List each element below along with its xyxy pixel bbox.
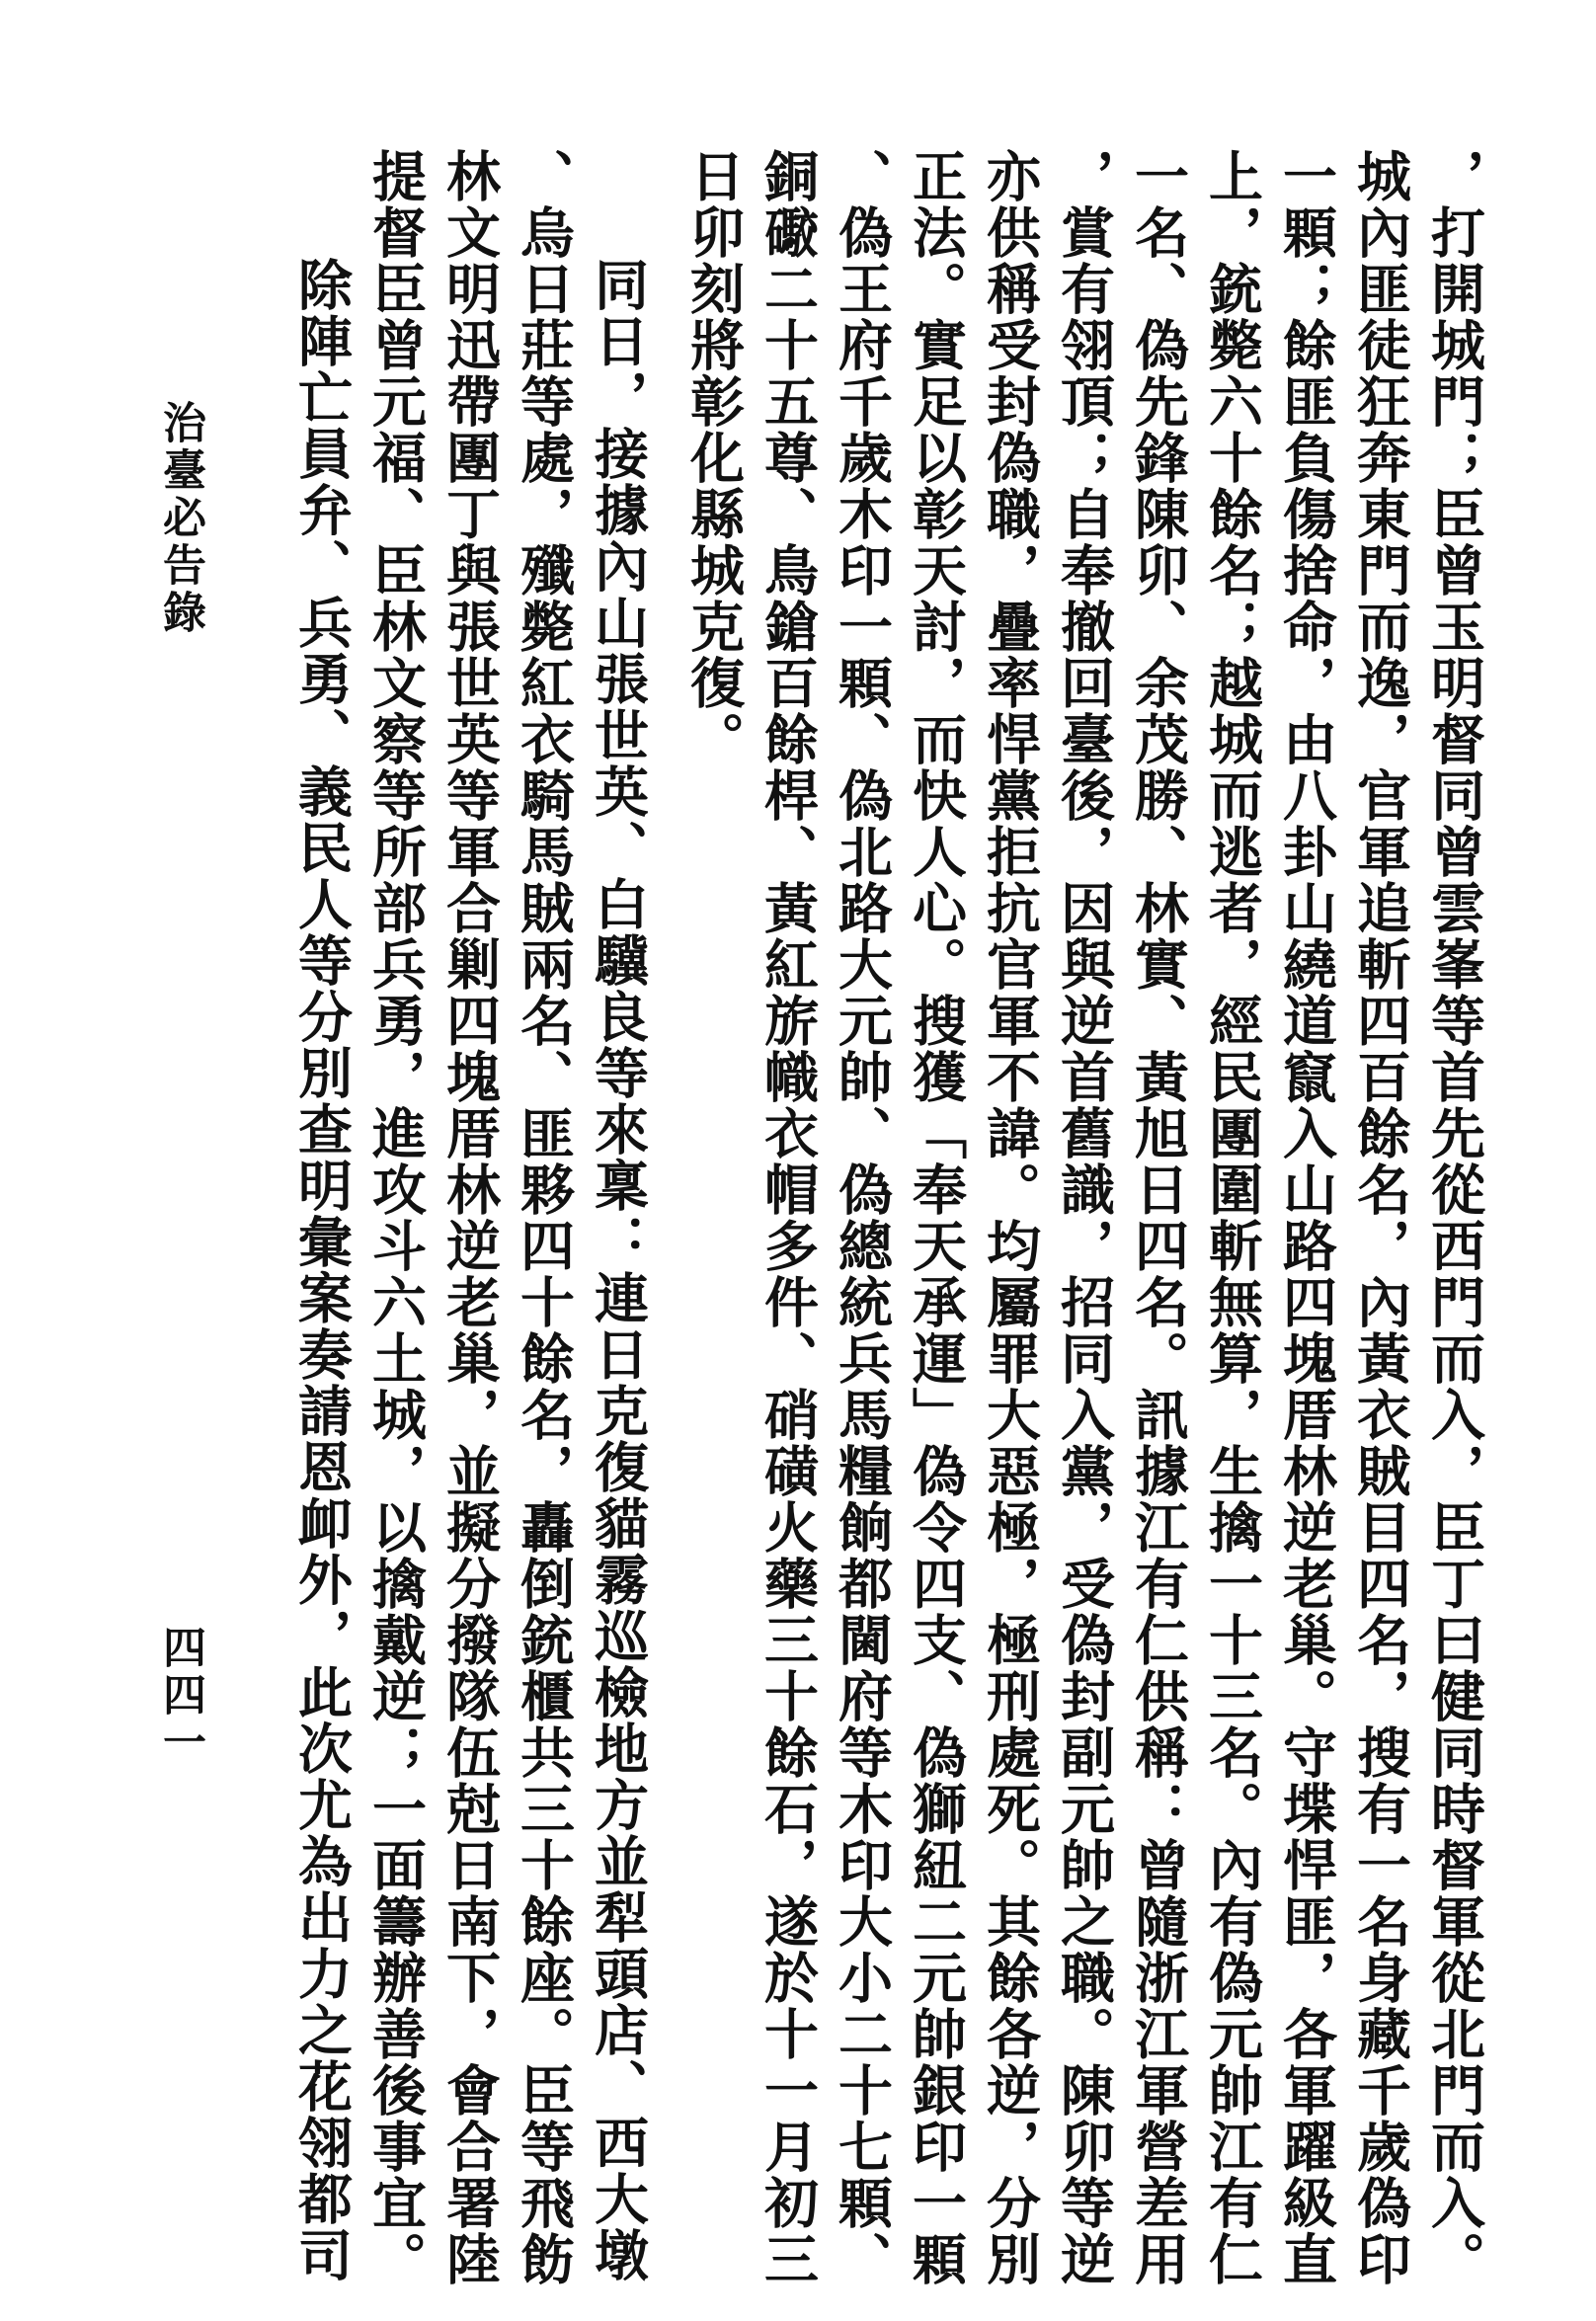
text-column: 、烏日莊等處，殲斃紅衣騎馬賊兩名、匪夥四十餘名，轟倒銃櫃共三十餘座。臣等飛飭 — [512, 148, 576, 2287]
text-column: 上，銃斃六十餘名；越城而逃者，經民團圍斬無算，生擒一十三名。內有偽元帥江有仁 — [1200, 148, 1264, 2287]
text-column: ，打開城門；臣曾玉明督同曾雲峯等首先從西門而入，臣丁曰健同時督軍從北門而入。 — [1422, 148, 1486, 2287]
text-column: 銅礮二十五尊、鳥鎗百餘桿、黃紅旂幟衣帽多件、硝磺火藥三十餘石，遂於十一月初三 — [756, 148, 820, 2287]
text-column: 亦供稱受封偽職，疊率悍黨拒抗官軍不諱。均屬罪大惡極，極刑處死。其餘各逆，分別 — [978, 148, 1042, 2287]
text-column: 一名、偽先鋒陳卯、余茂勝、林實、黃旭日四名。訊據江有仁供稱：曾隨浙江軍營差用 — [1126, 148, 1190, 2287]
text-column: 、偽王府千歲木印一顆、偽北路大元帥、偽總統兵馬糧餉都閫府等木印大小二十七顆、 — [830, 148, 894, 2287]
text-column: 正法。實足以彰天討，而快人心。搜獲「奉天承運」偽令四支、偽獅紐二元帥銀印一顆 — [904, 148, 968, 2287]
text-column: 一顆；餘匪負傷捨命，由八卦山繞道竄入山路四塊厝林逆老巢。守堞悍匪，各軍躍級直 — [1274, 148, 1338, 2287]
vertical-body-text — [227, 148, 1491, 2287]
text-column: 林文明迅帶團丁與張世英等軍合剿四塊厝林逆老巢，並擬分撥隊伍尅日南下，會合署陸 — [438, 148, 502, 2287]
text-column: ，賞有翎頂；自奉撤回臺後，因與逆首舊識，招同入黨，受偽封副元帥之職。陳卯等逆 — [1052, 148, 1116, 2287]
paragraph-start-column: 同日，接據內山張世英、白驥良等來稟：連日克復貓霧巡檢地方並犁頭店、西大墩 — [586, 257, 650, 2283]
paragraph-start-column: 除陣亡員弁、兵勇、義民人等分別查明彙案奏請恩卹外，此次尤為出力之花翎都司 — [289, 257, 354, 2283]
page-number: 四四一 — [155, 1625, 205, 1767]
text-column: 日卯刻將彰化縣城克復。 — [681, 148, 746, 767]
book-title: 治臺必告錄 — [155, 400, 205, 637]
text-column: 提督臣曾元福、臣林文察等所部兵勇，進攻斗六土城，以擒戴逆；一面籌辦善後事宜。 — [363, 148, 428, 2287]
text-column: 城內匪徒狂奔東門而逸，官軍追斬四百餘名，內黃衣賊目四名，搜有一名身藏千歲偽印 — [1348, 148, 1412, 2287]
